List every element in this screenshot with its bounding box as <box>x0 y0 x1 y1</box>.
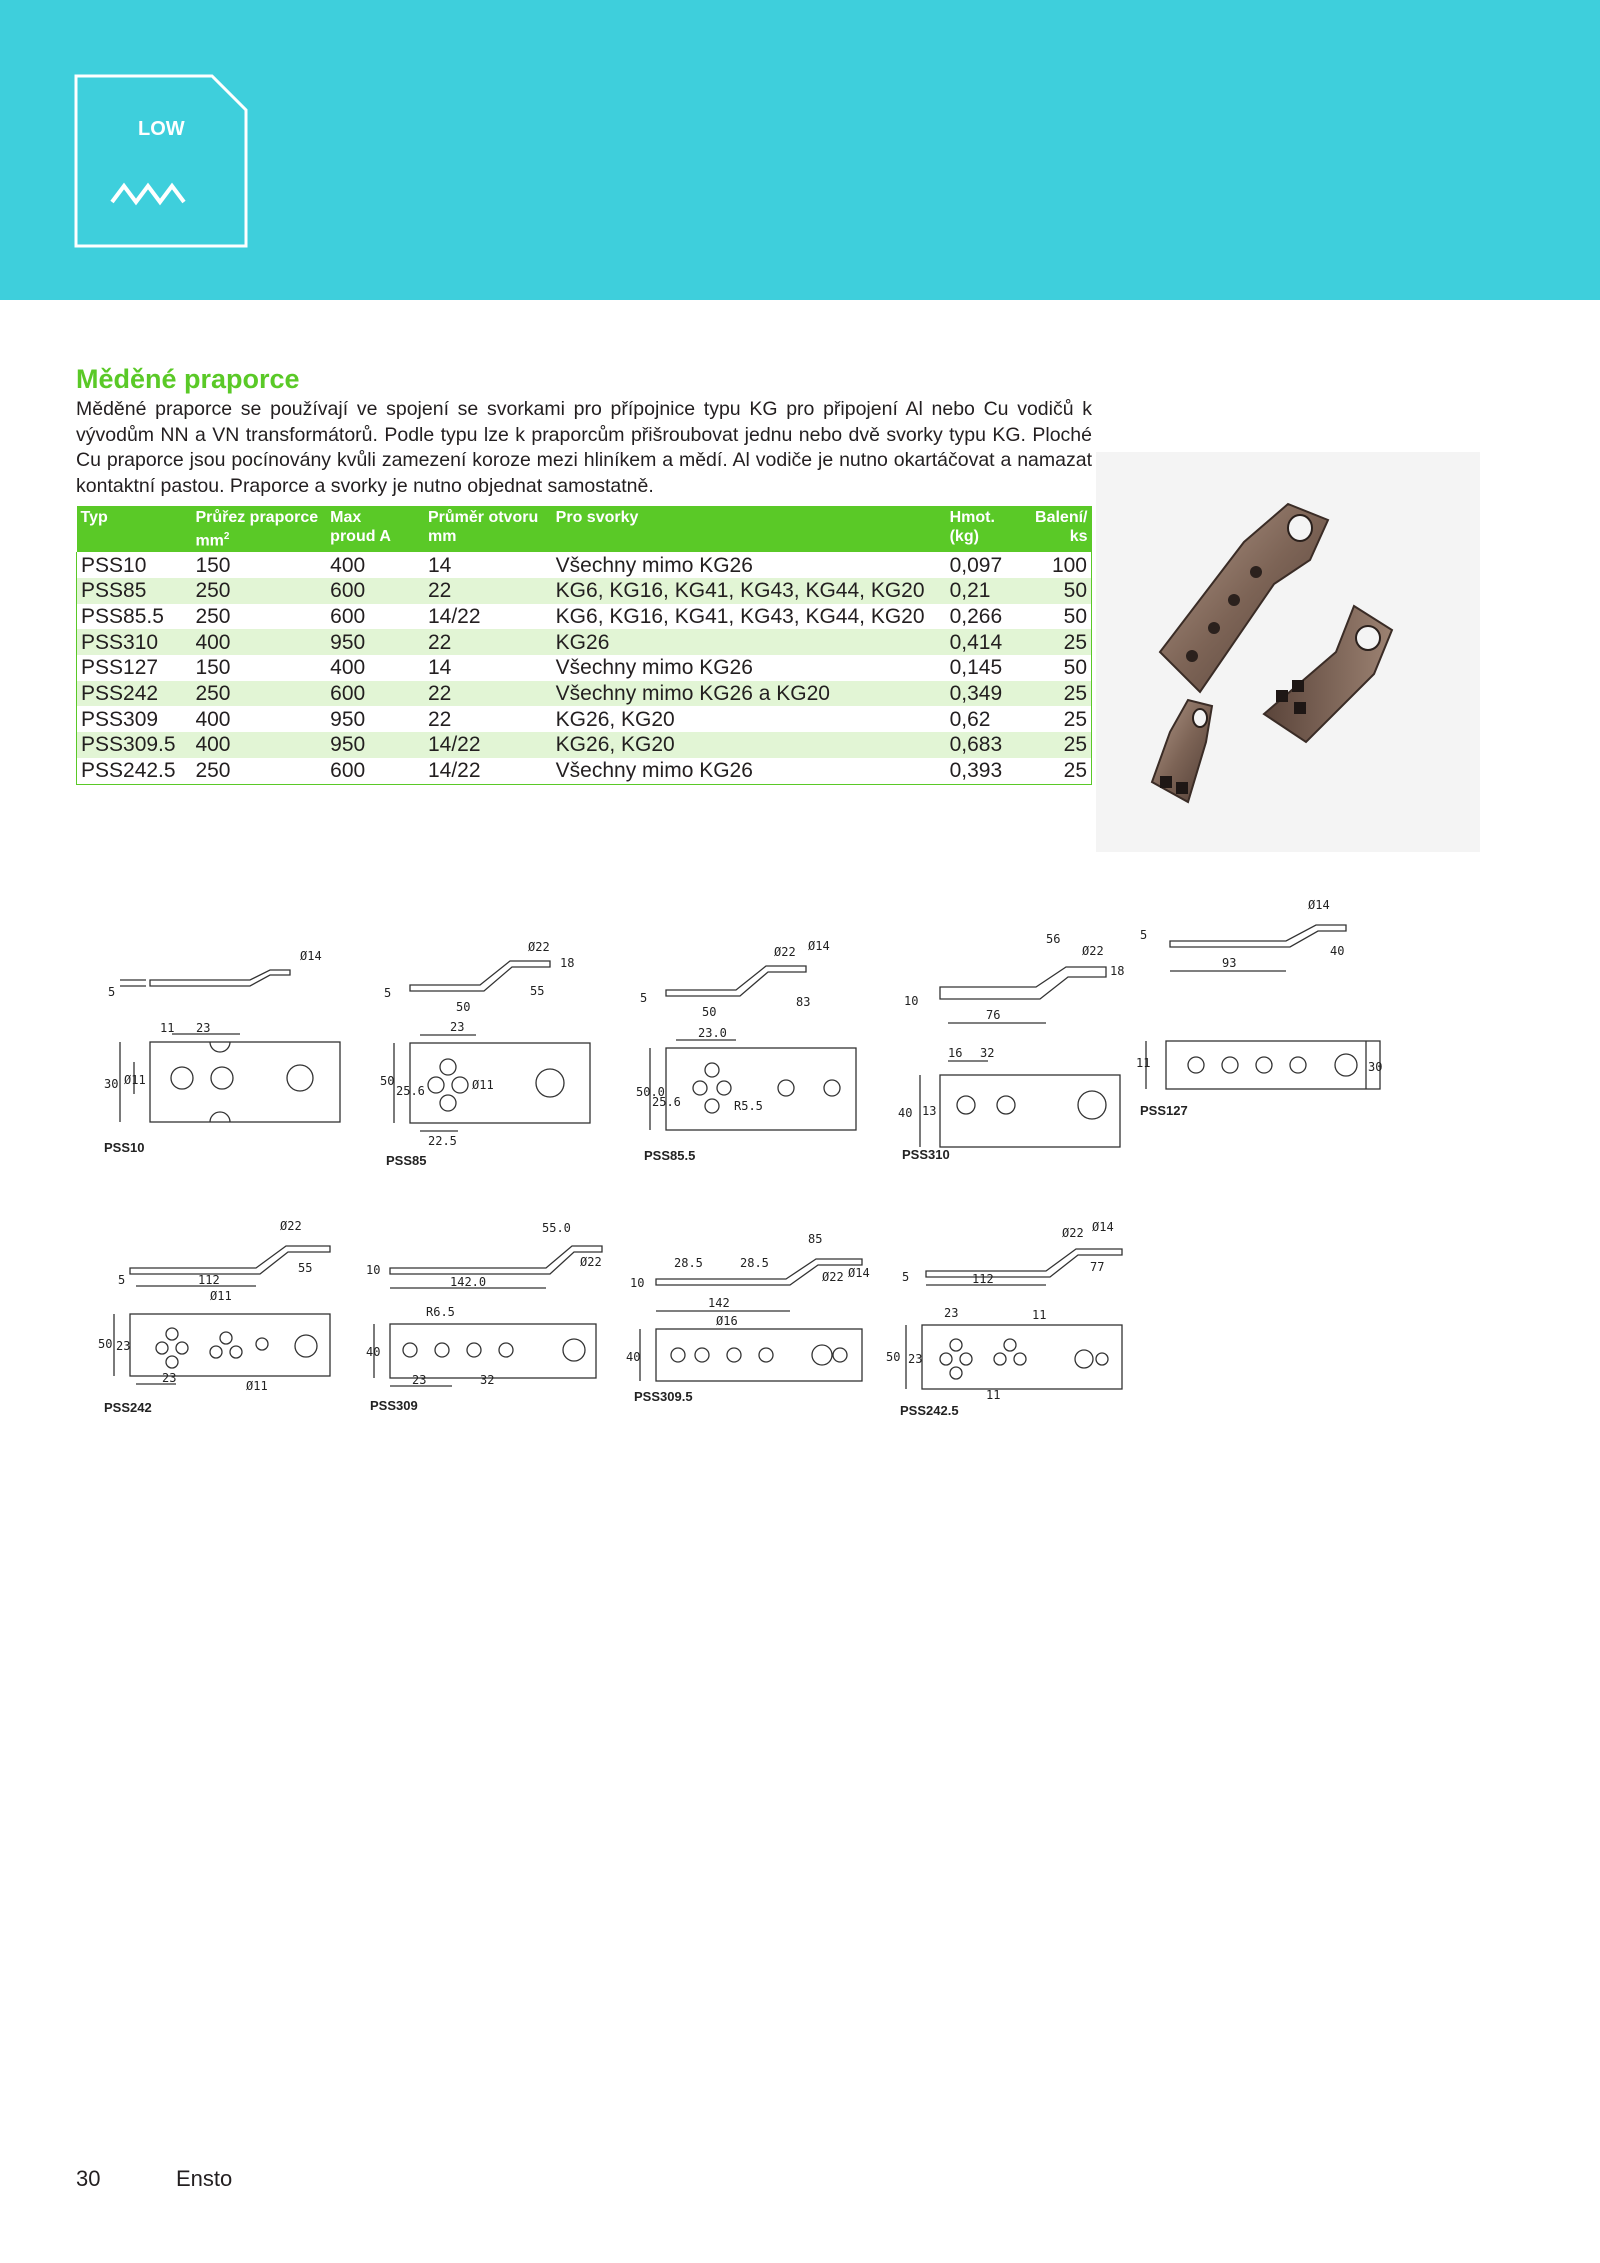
dim-pss3095-d7: 142 <box>708 1296 730 1310</box>
dim-pss310-d7: 32 <box>980 1046 995 1060</box>
dim-pss310-d8: 40 <box>898 1106 913 1120</box>
dim-pss127-d3: 93 <box>1222 956 1237 970</box>
cell-proud: 600 <box>326 578 424 604</box>
table-row <box>77 655 1092 681</box>
cell-baleni: 25 <box>1026 758 1092 784</box>
cell-otvor: 22 <box>424 681 552 707</box>
header-max-proud: Max proud A <box>326 506 424 552</box>
header-prurez: Průřez praporce $mm^2$ <box>191 506 326 552</box>
dim-pss2425-d9: 23 <box>908 1352 923 1366</box>
drawing-caption: PSS309 <box>370 1398 418 1413</box>
dim-pss2425-d6: 23 <box>944 1306 959 1320</box>
dim-pss2425-d3: 5 <box>902 1270 910 1284</box>
cell-svorky: Všechny mimo KG26 <box>555 553 753 577</box>
dim-pss855-d2: Ø14 <box>808 939 830 953</box>
cell-otvor: 14/22 <box>427 605 481 629</box>
drawing-caption: PSS309.5 <box>634 1389 693 1404</box>
dim-pss310-d5: 76 <box>986 1008 1001 1022</box>
cell-otvor: 14 <box>427 553 452 577</box>
cell-hmotnost: 0,62 <box>949 707 991 731</box>
cell-prurez: 250 <box>191 758 326 784</box>
dim-pss242-d8: 23 <box>162 1371 177 1385</box>
dim-pss10-d1: 5 <box>108 985 116 999</box>
dim-pss3095-d1: 85 <box>808 1232 823 1246</box>
dim-pss855-d4: 83 <box>796 995 811 1009</box>
dim-pss10-d4: 23 <box>196 1021 211 1035</box>
header-hmotnost: Hmot. (kg) <box>946 506 1026 552</box>
cell-otvor: 22 <box>427 707 452 731</box>
drawing-caption: PSS10 <box>104 1140 145 1155</box>
cell-prurez: 400 <box>191 629 326 655</box>
dim-pss85-d1: Ø22 <box>528 940 550 954</box>
drawing-pss3095 <box>626 1215 876 1430</box>
table-row <box>77 552 1092 578</box>
drawing-caption: PSS127 <box>1140 1103 1188 1118</box>
dim-pss309-d8: 32 <box>480 1373 495 1387</box>
header-typ: Typ <box>77 506 192 552</box>
dim-pss127-d5: 11 <box>1136 1056 1151 1070</box>
dim-pss3095-d9: 40 <box>626 1350 641 1364</box>
dim-pss3095-d6: Ø14 <box>848 1266 870 1280</box>
intro-paragraph: Měděné praporce se používají ve spojení se svorkami pro přípojnice typu KG pro připojení Al nebo Cu vodičů k vývodům NN a VN transformátorů. Podle typu lze k praporcům přišroubovat jednu nebo dvě svorky typu KG. Ploché Cu praporce jsou pocínovány kvůli zamezení koroze mezi hliníkem a mědí. Al vodiče je nutno okartáčovat a namazat kontaktní pastou. Praporce a svorky je nutno objednat samostatně. <box>76 398 1092 497</box>
dim-pss2425-d1: Ø22 <box>1062 1226 1084 1240</box>
cell-prurez: 250 <box>191 681 326 707</box>
dim-pss127-d1: 5 <box>1140 928 1148 942</box>
dim-pss10-d3: 11 <box>160 1021 175 1035</box>
drawing-pss10 <box>100 930 350 1170</box>
cell-baleni: 50 <box>1026 604 1092 630</box>
drawing-pss242 <box>96 1210 356 1425</box>
dim-pss855-d3: 5 <box>640 991 648 1005</box>
cell-svorky: KG26 <box>552 629 946 655</box>
cell-hmotnost: 0,266 <box>949 605 1003 629</box>
cell-baleni: 25 <box>1026 629 1092 655</box>
table-header-row <box>77 506 1092 552</box>
dim-pss3095-d8: Ø16 <box>716 1314 738 1328</box>
dim-pss310-d3: 18 <box>1110 964 1125 978</box>
drawing-pss855 <box>636 920 866 1170</box>
dim-pss855-d1: Ø22 <box>774 945 796 959</box>
dim-pss309-d2: 10 <box>366 1263 381 1277</box>
dim-pss2425-d8: 50 <box>886 1350 901 1364</box>
dim-pss85-d8: 25.6 <box>396 1084 425 1098</box>
cell-typ: PSS10 <box>77 552 192 578</box>
dim-pss855-d5: 50 <box>702 1005 717 1019</box>
dim-pss309-d7: 23 <box>412 1373 427 1387</box>
dim-pss127-d4: 40 <box>1330 944 1345 958</box>
dim-pss85-d10: 22.5 <box>428 1134 457 1148</box>
zigzag-wave-icon <box>112 186 184 202</box>
table-row <box>77 706 1092 732</box>
drawing-pss309 <box>366 1210 616 1425</box>
drawing-pss85 <box>380 925 600 1170</box>
dim-pss855-d7: 50.0 <box>636 1085 665 1099</box>
header-pro-svorky: Pro svorky <box>552 506 946 552</box>
dim-pss85-d7: 50 <box>380 1074 395 1088</box>
table-row <box>77 629 1092 655</box>
cell-proud: 950 <box>326 732 424 758</box>
cell-svorky: KG26, KG20 <box>555 707 675 731</box>
cell-hmotnost: 0,21 <box>946 578 1026 604</box>
cell-typ: PSS310 <box>77 629 192 655</box>
cell-proud: 600 <box>326 758 424 784</box>
dim-pss309-d5: R6.5 <box>426 1305 455 1319</box>
low-voltage-badge <box>74 74 248 248</box>
table-row <box>77 681 1092 707</box>
drawing-pss310 <box>896 915 1136 1170</box>
cell-prurez: 150 <box>195 553 231 577</box>
header-prumer-otvoru: Průměr otvoru mm <box>424 506 552 552</box>
table-row <box>77 604 1092 630</box>
copper-lug-photo <box>1096 452 1480 852</box>
dim-pss309-d4: 142.0 <box>450 1275 487 1289</box>
cell-proud: 400 <box>330 656 366 680</box>
drawing-caption: PSS242.5 <box>900 1403 959 1418</box>
header-baleni: Balení/ ks <box>1026 506 1092 552</box>
dim-pss310-d4: 10 <box>904 994 919 1008</box>
cell-baleni: 25 <box>1026 681 1092 707</box>
dim-pss2425-d4: 77 <box>1090 1260 1105 1274</box>
dim-pss127-d2: Ø14 <box>1308 898 1330 912</box>
dim-pss242-d6: 50 <box>98 1337 113 1351</box>
dim-pss85-d3: 5 <box>384 986 392 1000</box>
dim-pss242-d1: Ø22 <box>280 1219 302 1233</box>
cell-typ: PSS242 <box>77 681 192 707</box>
dim-pss855-d8: 25.6 <box>652 1095 681 1109</box>
dim-pss85-d5: 50 <box>456 1000 471 1014</box>
cell-baleni: 50 <box>1026 655 1092 681</box>
dim-pss10-d5: 30 <box>104 1077 119 1091</box>
dim-pss10-d2: Ø14 <box>300 949 322 963</box>
cell-svorky: KG6, KG16, KG41, KG43, KG44, KG20 <box>555 605 925 629</box>
cell-typ: PSS85.5 <box>77 604 192 630</box>
dim-pss309-d3: Ø22 <box>580 1255 602 1269</box>
footer-brand: Ensto <box>176 2166 233 2191</box>
cell-hmotnost: 0,393 <box>946 758 1026 784</box>
cell-proud: 400 <box>330 553 366 577</box>
dim-pss127-d6: 30 <box>1368 1060 1383 1074</box>
spec-table <box>76 506 1092 785</box>
cell-typ: PSS127 <box>77 655 192 681</box>
cell-hmotnost: 0,349 <box>946 681 1026 707</box>
cell-otvor: 14/22 <box>424 732 552 758</box>
cell-hmotnost: 0,145 <box>949 656 1003 680</box>
cell-prurez: 250 <box>195 605 231 629</box>
cell-hmotnost: 0,414 <box>946 629 1026 655</box>
cell-proud: 600 <box>326 681 424 707</box>
cell-svorky: Všechny mimo KG26 a KG20 <box>552 681 946 707</box>
table-row <box>77 758 1092 784</box>
badge-label: LOW <box>138 118 185 140</box>
table-row <box>77 732 1092 758</box>
drawing-caption: PSS85 <box>386 1153 427 1168</box>
dim-pss310-d6: 16 <box>948 1046 963 1060</box>
dim-pss10-d6: Ø11 <box>124 1073 146 1087</box>
cell-typ: PSS309 <box>77 706 192 732</box>
dim-pss85-d6: 23 <box>450 1020 465 1034</box>
dim-pss3095-d2: 28.5 <box>674 1256 703 1270</box>
cell-svorky: KG6, KG16, KG41, KG43, KG44, KG20 <box>552 578 946 604</box>
cell-svorky: Všechny mimo KG26 <box>552 758 946 784</box>
dim-pss3095-d3: 28.5 <box>740 1256 769 1270</box>
dim-pss3095-d5: Ø22 <box>822 1270 844 1284</box>
cell-prurez: 150 <box>195 656 231 680</box>
dim-pss242-d9: Ø11 <box>246 1379 268 1393</box>
dim-pss85-d9: Ø11 <box>472 1078 494 1092</box>
drawing-caption: PSS242 <box>104 1400 152 1415</box>
cell-hmotnost: 0,683 <box>946 732 1026 758</box>
cell-svorky: KG26, KG20 <box>552 732 946 758</box>
dim-pss242-d5: Ø11 <box>210 1289 232 1303</box>
dim-pss310-d1: 56 <box>1046 932 1061 946</box>
dim-pss2425-d7: 11 <box>1032 1308 1047 1322</box>
dim-pss242-d4: 112 <box>198 1273 220 1287</box>
drawing-caption: PSS310 <box>902 1147 950 1162</box>
table-row <box>77 578 1092 604</box>
cell-svorky: Všechny mimo KG26 <box>555 656 753 680</box>
cell-proud: 950 <box>326 629 424 655</box>
dim-pss855-d6: 23.0 <box>698 1026 727 1040</box>
cell-prurez: 400 <box>195 707 231 731</box>
cell-typ: PSS85 <box>77 578 192 604</box>
cell-typ: PSS309.5 <box>77 732 192 758</box>
cell-prurez: 250 <box>191 578 326 604</box>
cell-otvor: 14/22 <box>424 758 552 784</box>
section-title: Měděné praporce <box>76 364 300 394</box>
drawing-pss2425 <box>886 1205 1146 1430</box>
cell-baleni: 100 <box>1026 552 1092 578</box>
cell-hmotnost: 0,097 <box>949 553 1003 577</box>
cell-prurez: 400 <box>191 732 326 758</box>
dim-pss242-d2: 5 <box>118 1273 126 1287</box>
cell-proud: 950 <box>330 707 366 731</box>
dim-pss2425-d2: Ø14 <box>1092 1220 1114 1234</box>
drawing-caption: PSS85.5 <box>644 1148 696 1163</box>
drawing-pss127 <box>1136 895 1396 1125</box>
cell-otvor: 22 <box>424 578 552 604</box>
cell-otvor: 14 <box>427 656 452 680</box>
dim-pss2425-d5: 112 <box>972 1272 994 1286</box>
dim-pss309-d6: 40 <box>366 1345 381 1359</box>
dim-pss242-d3: 55 <box>298 1261 313 1275</box>
dim-pss309-d1: 55.0 <box>542 1221 571 1235</box>
dim-pss2425-d10: 11 <box>986 1388 1001 1402</box>
dim-pss310-d2: Ø22 <box>1082 944 1104 958</box>
cell-baleni: 50 <box>1026 578 1092 604</box>
cell-proud: 600 <box>330 605 366 629</box>
dim-pss310-d9: 13 <box>922 1104 937 1118</box>
cell-baleni: 25 <box>1026 706 1092 732</box>
cell-otvor: 22 <box>424 629 552 655</box>
dim-pss3095-d4: 10 <box>630 1276 645 1290</box>
page-number: 30 <box>76 2166 101 2191</box>
dim-pss242-d7: 23 <box>116 1339 131 1353</box>
cell-typ: PSS242.5 <box>77 758 192 784</box>
dim-pss85-d2: 18 <box>560 956 575 970</box>
dim-pss85-d4: 55 <box>530 984 545 998</box>
cell-baleni: 25 <box>1026 732 1092 758</box>
dim-pss855-d9: R5.5 <box>734 1099 763 1113</box>
